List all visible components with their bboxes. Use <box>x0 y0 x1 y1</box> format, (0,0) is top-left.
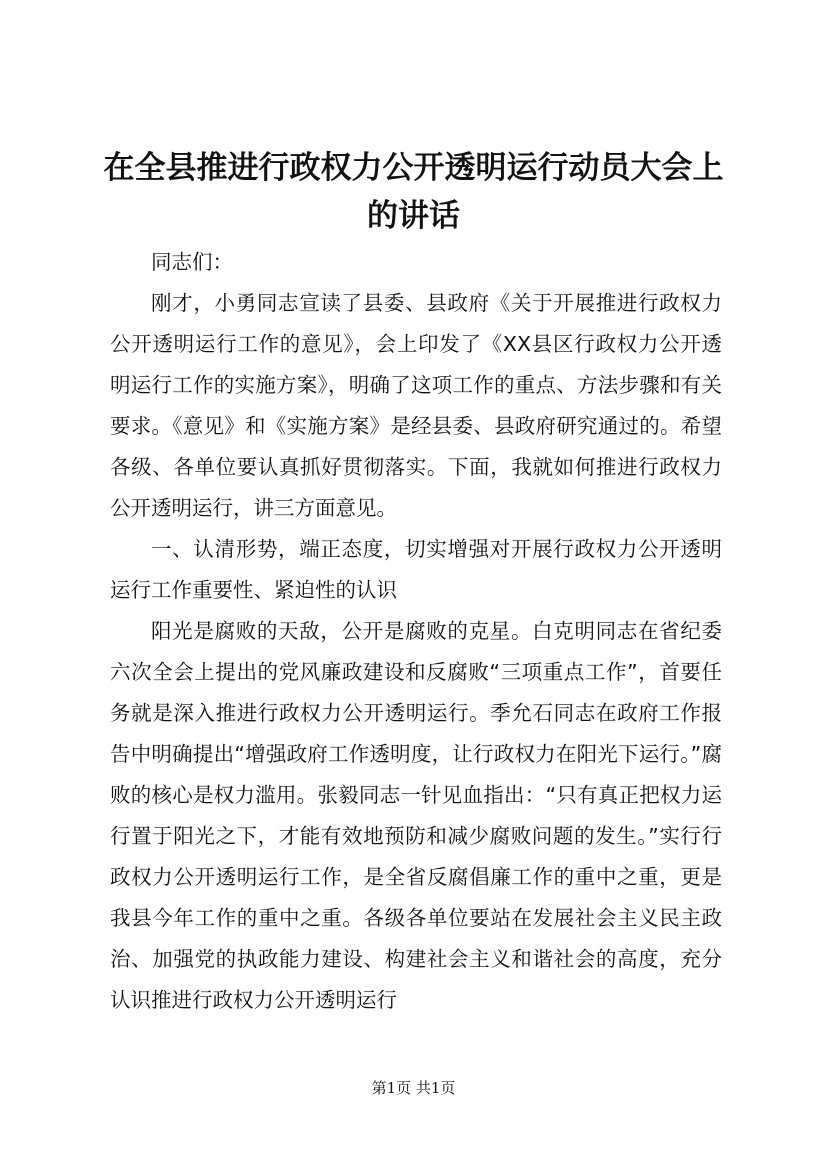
document-title: 在全县推进行政权力公开透明运行动员大会上的讲话 <box>103 150 724 234</box>
document-body <box>110 242 722 1021</box>
body-paragraph: 阳光是腐败的天敌，公开是腐败的克星。白克明同志在省纪委六次全会上提出的党风廉政建设和反腐败“三项重点工作”，首要任务就是深入推进行政权力公开透明运行。季允石同志在政府工作报告中明确提出“增强政府工作透明度，让行政权力在阳光下运行。”腐败的核心是权力滥用。张毅同志一针见血指出：“只有真正把权力运行置于阳光之下，才能有效地预防和减少腐败问题的发生。”实行行政权力公开透明运行工作，是全省反腐倡廉工作的重中之重，更是我县今年工作的重中之重。各级各单位要站在发展社会主义民主政治、加强党的执政能力建设、构建社会主义和谐社会的高度，充分认识推进行政权力公开透明运行 <box>110 619 722 1012</box>
section-heading-paragraph: 一、认清形势，端正态度，切实增强对开展行政权力公开透明运行工作重要性、紧迫性的认识 <box>110 537 722 602</box>
body-paragraph: 刚才，小勇同志宣读了县委、县政府《关于开展推进行政权力公开透明运行工作的意见》，会上印发了《XX县区行政权力公开透明运行工作的实施方案》，明确了这项工作的重点、方法步骤和有关要求。《意见》和《实施方案》是经县委、县政府研究通过的。希望各级、各单位要认真抓好贯彻落实。下面，我就如何推进行政权力公开透明运行，讲三方面意见。 <box>110 291 722 520</box>
salutation-paragraph: 同志们： <box>151 250 233 274</box>
page-number-footer: 第1页 共1页 <box>371 1079 456 1097</box>
